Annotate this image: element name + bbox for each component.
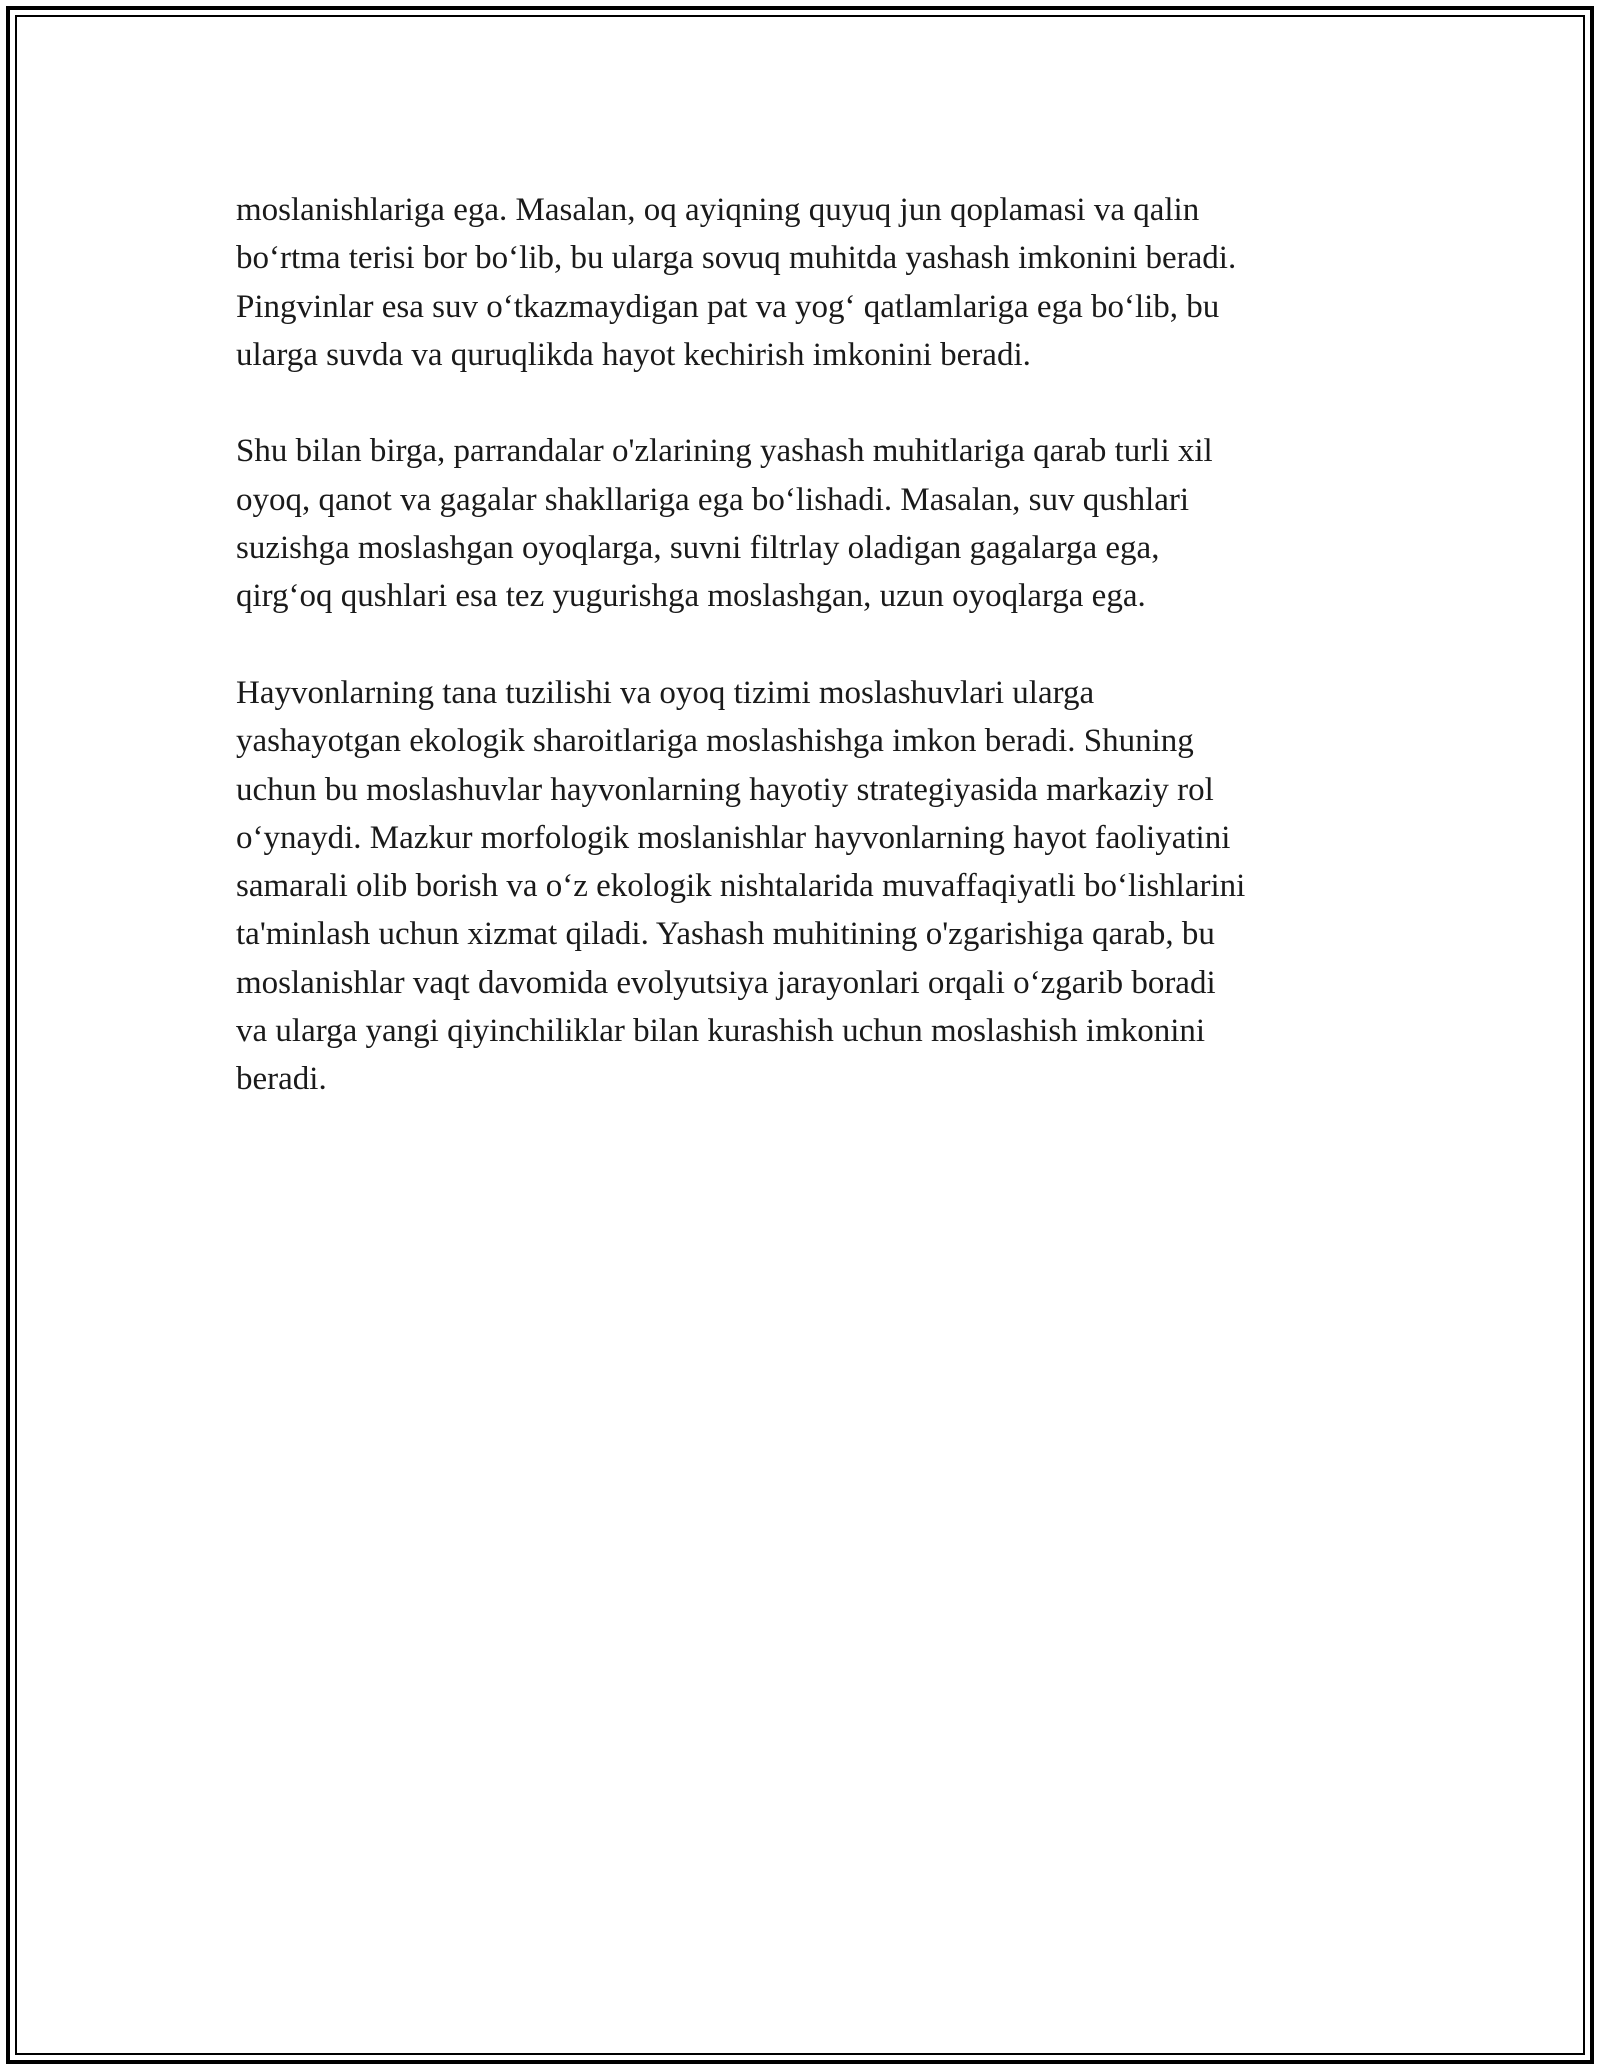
text-line: beradi. xyxy=(236,1061,327,1098)
text-line: samarali olib borish va o‘z ekologik nishtalarida muvaffaqiyatli bo‘lishlarini xyxy=(236,868,1246,905)
paragraph-3 xyxy=(236,669,1406,1104)
text-line: bo‘rtma terisi bor bo‘lib, bu ularga sovuq muhitda yashash imkonini beradi. xyxy=(236,240,1237,277)
text-line: yashayotgan ekologik sharoitlariga moslashishga imkon beradi. Shuning xyxy=(236,723,1194,760)
document-body xyxy=(236,186,1406,1152)
text-line: ta'minlash uchun xizmat qiladi. Yashash muhitining o'zgarishiga qarab, bu xyxy=(236,916,1215,953)
text-line: moslanishlar vaqt davomida evolyutsiya jarayonlari orqali o‘zgarib boradi xyxy=(236,964,1216,1001)
text-line: moslanishlariga ega. Masalan, oq ayiqning quyuq jun qoplamasi va qalin xyxy=(236,192,1200,228)
text-line: qirg‘oq qushlari esa tez yugurishga moslashgan, uzun oyoqlarga ega. xyxy=(236,578,1146,615)
text-line: ularga suvda va quruqlikda hayot kechirish imkonini beradi. xyxy=(236,336,1031,373)
text-line: va ularga yangi qiyinchiliklar bilan kurashish uchun moslashish imkonini xyxy=(236,1013,1206,1050)
text-line: uchun bu moslashuvlar hayvonlarning hayotiy strategiyasida markaziy rol xyxy=(236,771,1214,808)
paragraph-1 xyxy=(236,186,1406,379)
text-line: Shu bilan birga, parrandalar o'zlarining yashash muhitlariga qarab turli xil xyxy=(236,433,1213,470)
text-line: Pingvinlar esa suv o‘tkazmaydigan pat va yog‘ qatlamlariga ega bo‘lib, bu xyxy=(236,288,1220,325)
paragraph-2 xyxy=(236,427,1406,620)
text-line: suzishga moslashgan oyoqlarga, suvni filtrlay oladigan gagalarga ega, xyxy=(236,530,1160,567)
text-line: o‘ynaydi. Mazkur morfologik moslanishlar hayvonlarning hayot faoliyatini xyxy=(236,819,1231,856)
text-line: oyoq, qanot va gagalar shakllariga ega bo‘lishadi. Masalan, suv qushlari xyxy=(236,481,1190,518)
text-line: Hayvonlarning tana tuzilishi va oyoq tizimi moslashuvlari ularga xyxy=(236,674,1095,711)
